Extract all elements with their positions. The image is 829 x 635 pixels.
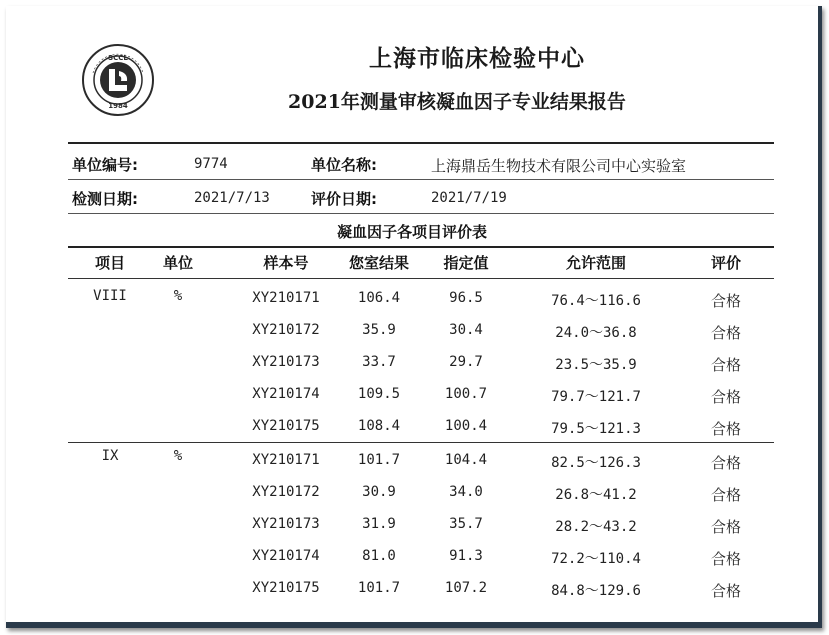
report-title: 2021年测量审核凝血因子专业结果报告 — [288, 91, 626, 113]
evaluation: 合格 — [710, 454, 741, 472]
sample-id: XY210174 — [252, 548, 320, 564]
sample-id: XY210172 — [252, 322, 320, 338]
allowed-range: 76.4～116.6 — [551, 293, 641, 309]
seal-acronym: SCCL — [108, 54, 128, 62]
target-value: 30.4 — [449, 322, 483, 338]
test-date-value: 2021/7/13 — [194, 190, 270, 206]
sample-id: XY210172 — [252, 484, 320, 500]
target-value: 34.0 — [449, 484, 483, 500]
target-value: 91.3 — [449, 548, 483, 564]
col-header-range: 允许范围 — [565, 254, 626, 272]
divider-table-top — [68, 246, 774, 248]
group-unit: % — [173, 288, 183, 304]
eval-date-value: 2021/7/19 — [431, 190, 507, 206]
evaluation: 合格 — [710, 420, 741, 438]
group-item-name: IX — [101, 448, 119, 464]
target-value: 107.2 — [444, 580, 488, 596]
lab-result: 35.9 — [362, 322, 396, 338]
evaluation: 合格 — [710, 486, 741, 504]
lab-result: 101.7 — [357, 452, 401, 468]
divider-dates — [68, 213, 774, 214]
target-value: 100.4 — [444, 418, 488, 434]
lab-result: 106.4 — [357, 290, 401, 306]
allowed-range: 28.2～43.2 — [555, 519, 637, 535]
col-header-eval: 评价 — [710, 254, 741, 272]
target-value: 100.7 — [444, 386, 488, 402]
col-header-result: 您室结果 — [348, 254, 409, 272]
evaluation: 合格 — [710, 292, 741, 310]
allowed-range: 84.8～129.6 — [551, 583, 641, 599]
evaluation: 合格 — [710, 582, 741, 600]
evaluation: 合格 — [710, 356, 741, 374]
evaluation: 合格 — [710, 324, 741, 342]
allowed-range: 23.5～35.9 — [555, 357, 637, 373]
target-value: 104.4 — [444, 452, 488, 468]
test-date-label: 检测日期: — [72, 190, 138, 208]
col-header-item: 项目 — [94, 254, 125, 272]
sample-id: XY210173 — [252, 354, 320, 370]
unit-name-label: 单位名称: — [311, 156, 377, 174]
col-header-target: 指定值 — [443, 254, 489, 272]
lab-result: 109.5 — [357, 386, 401, 402]
org-name: 上海市临床检验中心 — [369, 45, 585, 72]
col-header-sample: 样本号 — [263, 254, 309, 272]
lab-result: 81.0 — [362, 548, 396, 564]
evaluation: 合格 — [710, 388, 741, 406]
sample-id: XY210173 — [252, 516, 320, 532]
target-value: 29.7 — [449, 354, 483, 370]
col-header-unit: 单位 — [162, 254, 193, 272]
target-value: 96.5 — [449, 290, 483, 306]
allowed-range: 26.8～41.2 — [555, 487, 637, 503]
sample-id: XY210175 — [252, 580, 320, 596]
unit-no-value: 9774 — [194, 156, 228, 172]
lab-result: 30.9 — [362, 484, 396, 500]
sample-id: XY210174 — [252, 386, 320, 402]
unit-no-label: 单位编号: — [72, 156, 138, 174]
sample-id: XY210171 — [252, 290, 320, 306]
evaluation: 合格 — [710, 518, 741, 536]
allowed-range: 79.7～121.7 — [551, 389, 641, 405]
lab-result: 31.9 — [362, 516, 396, 532]
evaluation: 合格 — [710, 550, 741, 568]
eval-date-label: 评价日期: — [311, 190, 377, 208]
allowed-range: 72.2～110.4 — [551, 551, 641, 567]
table-title: 凝血因子各项目评价表 — [336, 223, 487, 241]
unit-name-value: 上海鼎岳生物技术有限公司中心实验室 — [431, 157, 687, 175]
allowed-range: 24.0～36.8 — [555, 325, 637, 341]
seal-year: 1984 — [108, 102, 128, 110]
target-value: 35.7 — [449, 516, 483, 532]
lab-result: 101.7 — [357, 580, 401, 596]
divider-group — [68, 442, 774, 443]
report-sheet — [6, 6, 822, 628]
divider-header — [68, 278, 774, 279]
divider-info — [68, 179, 774, 180]
allowed-range: 82.5～126.3 — [551, 455, 641, 471]
allowed-range: 79.5～121.3 — [551, 421, 641, 437]
lab-result: 33.7 — [362, 354, 396, 370]
sample-id: XY210175 — [252, 418, 320, 434]
divider-top — [68, 142, 774, 144]
group-item-name: VIII — [93, 288, 127, 304]
sample-id: XY210171 — [252, 452, 320, 468]
lab-result: 108.4 — [357, 418, 401, 434]
group-unit: % — [173, 448, 183, 464]
